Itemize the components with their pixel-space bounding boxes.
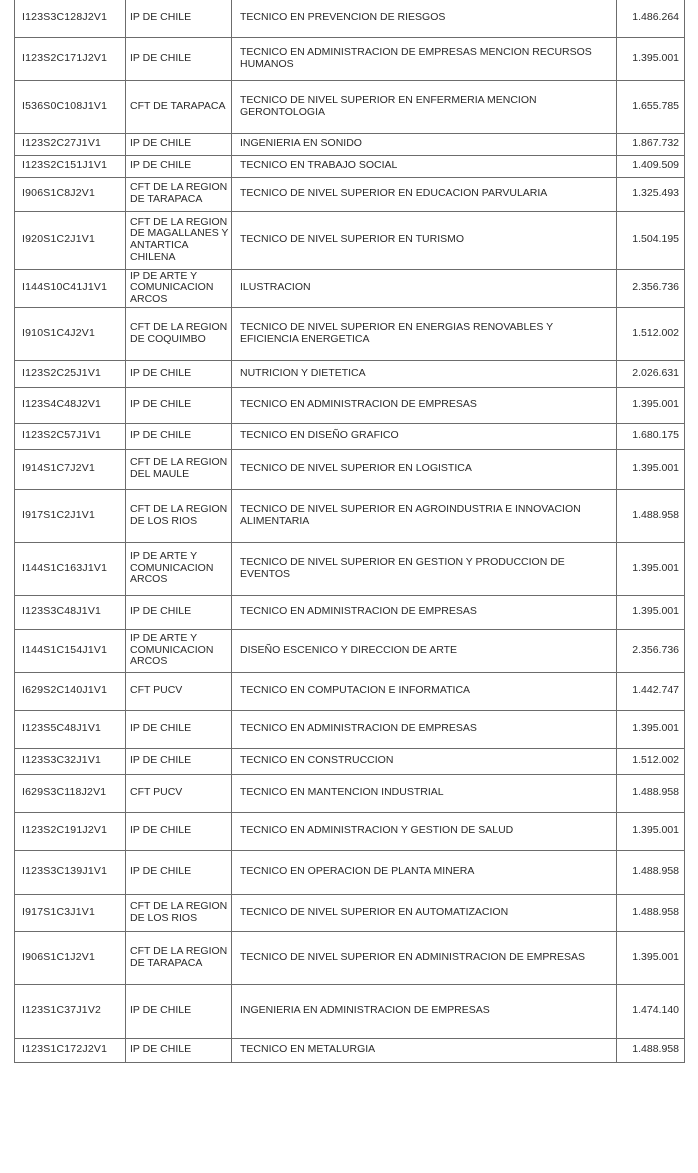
program-name-cell: TECNICO DE NIVEL SUPERIOR EN LOGISTICA <box>232 449 617 489</box>
program-name-cell: TECNICO DE NIVEL SUPERIOR EN AGROINDUSTRIA E INNOVACION ALIMENTARIA <box>232 489 617 542</box>
institution-cell: CFT DE LA REGION DE TARAPACA <box>126 931 232 984</box>
program-name-cell: TECNICO EN ADMINISTRACION DE EMPRESAS MENCION RECURSOS HUMANOS <box>232 37 617 80</box>
institution-cell: IP DE ARTE Y COMUNICACION ARCOS <box>126 542 232 595</box>
institution-cell: IP DE CHILE <box>126 595 232 629</box>
table-row <box>15 672 685 710</box>
table-row <box>15 0 685 37</box>
program-code-cell: I906S1C1J2V1 <box>15 931 126 984</box>
program-code-cell: I123S2C191J2V1 <box>15 812 126 850</box>
table-row <box>15 133 685 155</box>
table-row <box>15 748 685 774</box>
program-code-cell: I910S1C4J2V1 <box>15 307 126 360</box>
program-name-cell: TECNICO EN DISEÑO GRAFICO <box>232 423 617 449</box>
institution-cell: IP DE ARTE Y COMUNICACION ARCOS <box>126 269 232 307</box>
table-row <box>15 812 685 850</box>
program-code-cell: I123S5C48J1V1 <box>15 710 126 748</box>
program-name-cell: TECNICO EN MANTENCION INDUSTRIAL <box>232 774 617 812</box>
institution-cell: IP DE CHILE <box>126 812 232 850</box>
program-name-cell: TECNICO DE NIVEL SUPERIOR EN ADMINISTRACION DE EMPRESAS <box>232 931 617 984</box>
program-code-cell: I123S3C32J1V1 <box>15 748 126 774</box>
amount-cell: 1.395.001 <box>617 542 685 595</box>
institution-cell: IP DE CHILE <box>126 423 232 449</box>
amount-cell: 1.395.001 <box>617 710 685 748</box>
table-row <box>15 37 685 80</box>
institution-cell: IP DE CHILE <box>126 133 232 155</box>
program-name-cell: ILUSTRACION <box>232 269 617 307</box>
program-code-cell: I917S1C2J1V1 <box>15 489 126 542</box>
program-code-cell: I123S3C139J1V1 <box>15 850 126 894</box>
program-code-cell: I144S1C154J1V1 <box>15 629 126 672</box>
program-name-cell: TECNICO EN METALURGIA <box>232 1038 617 1062</box>
amount-cell: 1.395.001 <box>617 595 685 629</box>
institution-cell: IP DE ARTE Y COMUNICACION ARCOS <box>126 629 232 672</box>
table-row <box>15 850 685 894</box>
program-code-cell: I123S3C48J1V1 <box>15 595 126 629</box>
program-name-cell: TECNICO EN ADMINISTRACION DE EMPRESAS <box>232 595 617 629</box>
amount-cell: 1.395.001 <box>617 931 685 984</box>
amount-cell: 1.442.747 <box>617 672 685 710</box>
institution-cell: CFT PUCV <box>126 672 232 710</box>
program-name-cell: INGENIERIA EN SONIDO <box>232 133 617 155</box>
program-code-cell: I123S1C172J2V1 <box>15 1038 126 1062</box>
table-row <box>15 423 685 449</box>
institution-cell: CFT DE LA REGION DE MAGALLANES Y ANTARTICA CHILENA <box>126 211 232 269</box>
table-row <box>15 449 685 489</box>
amount-cell: 1.512.002 <box>617 307 685 360</box>
amount-cell: 1.486.264 <box>617 0 685 37</box>
program-name-cell: TECNICO EN COMPUTACION E INFORMATICA <box>232 672 617 710</box>
table-row <box>15 595 685 629</box>
amount-cell: 1.504.195 <box>617 211 685 269</box>
institution-cell: IP DE CHILE <box>126 984 232 1038</box>
program-name-cell: TECNICO DE NIVEL SUPERIOR EN TURISMO <box>232 211 617 269</box>
table-row <box>15 307 685 360</box>
program-code-cell: I123S2C27J1V1 <box>15 133 126 155</box>
program-name-cell: TECNICO DE NIVEL SUPERIOR EN ENERGIAS RENOVABLES Y EFICIENCIA ENERGETICA <box>232 307 617 360</box>
program-code-cell: I144S1C163J1V1 <box>15 542 126 595</box>
institution-cell: IP DE CHILE <box>126 1038 232 1062</box>
program-code-cell: I123S2C171J2V1 <box>15 37 126 80</box>
program-code-cell: I123S3C128J2V1 <box>15 0 126 37</box>
table-row <box>15 931 685 984</box>
table-row <box>15 211 685 269</box>
program-table-body <box>15 0 685 1062</box>
institution-cell: CFT DE LA REGION DE LOS RIOS <box>126 894 232 931</box>
amount-cell: 1.680.175 <box>617 423 685 449</box>
program-name-cell: TECNICO EN ADMINISTRACION DE EMPRESAS <box>232 710 617 748</box>
program-code-cell: I920S1C2J1V1 <box>15 211 126 269</box>
amount-cell: 1.512.002 <box>617 748 685 774</box>
program-name-cell: DISEÑO ESCENICO Y DIRECCION DE ARTE <box>232 629 617 672</box>
program-code-cell: I914S1C7J2V1 <box>15 449 126 489</box>
amount-cell: 1.395.001 <box>617 37 685 80</box>
amount-cell: 1.395.001 <box>617 387 685 423</box>
program-code-cell: I123S2C57J1V1 <box>15 423 126 449</box>
institution-cell: IP DE CHILE <box>126 748 232 774</box>
amount-cell: 1.488.958 <box>617 850 685 894</box>
amount-cell: 1.488.958 <box>617 1038 685 1062</box>
amount-cell: 1.488.958 <box>617 774 685 812</box>
amount-cell: 1.867.732 <box>617 133 685 155</box>
program-name-cell: TECNICO EN OPERACION DE PLANTA MINERA <box>232 850 617 894</box>
table-row <box>15 894 685 931</box>
institution-cell: CFT DE LA REGION DE LOS RIOS <box>126 489 232 542</box>
institution-cell: IP DE CHILE <box>126 155 232 177</box>
table-row <box>15 710 685 748</box>
amount-cell: 2.356.736 <box>617 629 685 672</box>
program-name-cell: TECNICO DE NIVEL SUPERIOR EN EDUCACION PARVULARIA <box>232 177 617 211</box>
program-name-cell: TECNICO EN ADMINISTRACION DE EMPRESAS <box>232 387 617 423</box>
institution-cell: CFT PUCV <box>126 774 232 812</box>
program-code-cell: I917S1C3J1V1 <box>15 894 126 931</box>
program-code-cell: I123S2C25J1V1 <box>15 360 126 387</box>
amount-cell: 1.395.001 <box>617 449 685 489</box>
amount-cell: 2.026.631 <box>617 360 685 387</box>
program-name-cell: TECNICO EN ADMINISTRACION Y GESTION DE SALUD <box>232 812 617 850</box>
program-code-cell: I629S3C118J2V1 <box>15 774 126 812</box>
institution-cell: IP DE CHILE <box>126 37 232 80</box>
program-code-cell: I123S1C37J1V2 <box>15 984 126 1038</box>
table-row <box>15 360 685 387</box>
program-code-cell: I123S4C48J2V1 <box>15 387 126 423</box>
amount-cell: 1.409.509 <box>617 155 685 177</box>
program-code-cell: I123S2C151J1V1 <box>15 155 126 177</box>
program-code-cell: I536S0C108J1V1 <box>15 80 126 133</box>
table-row <box>15 629 685 672</box>
institution-cell: IP DE CHILE <box>126 850 232 894</box>
program-code-cell: I144S10C41J1V1 <box>15 269 126 307</box>
program-name-cell: TECNICO DE NIVEL SUPERIOR EN GESTION Y PRODUCCION DE EVENTOS <box>232 542 617 595</box>
program-name-cell: NUTRICION Y DIETETICA <box>232 360 617 387</box>
institution-cell: IP DE CHILE <box>126 710 232 748</box>
amount-cell: 1.488.958 <box>617 489 685 542</box>
program-name-cell: TECNICO EN TRABAJO SOCIAL <box>232 155 617 177</box>
amount-cell: 1.395.001 <box>617 812 685 850</box>
amount-cell: 1.488.958 <box>617 894 685 931</box>
institution-cell: CFT DE TARAPACA <box>126 80 232 133</box>
table-row <box>15 489 685 542</box>
program-name-cell: TECNICO DE NIVEL SUPERIOR EN AUTOMATIZACION <box>232 894 617 931</box>
program-table <box>14 0 685 1063</box>
program-name-cell: INGENIERIA EN ADMINISTRACION DE EMPRESAS <box>232 984 617 1038</box>
institution-cell: CFT DE LA REGION DEL MAULE <box>126 449 232 489</box>
program-name-cell: TECNICO EN CONSTRUCCION <box>232 748 617 774</box>
program-code-cell: I906S1C8J2V1 <box>15 177 126 211</box>
table-row <box>15 774 685 812</box>
table-row <box>15 1038 685 1062</box>
institution-cell: IP DE CHILE <box>126 360 232 387</box>
institution-cell: CFT DE LA REGION DE TARAPACA <box>126 177 232 211</box>
program-name-cell: TECNICO EN PREVENCION DE RIESGOS <box>232 0 617 37</box>
amount-cell: 1.325.493 <box>617 177 685 211</box>
amount-cell: 1.474.140 <box>617 984 685 1038</box>
amount-cell: 2.356.736 <box>617 269 685 307</box>
table-row <box>15 177 685 211</box>
table-row <box>15 80 685 133</box>
institution-cell: IP DE CHILE <box>126 0 232 37</box>
table-row <box>15 155 685 177</box>
institution-cell: IP DE CHILE <box>126 387 232 423</box>
institution-cell: CFT DE LA REGION DE COQUIMBO <box>126 307 232 360</box>
amount-cell: 1.655.785 <box>617 80 685 133</box>
table-row <box>15 269 685 307</box>
table-row <box>15 387 685 423</box>
table-row <box>15 542 685 595</box>
program-code-cell: I629S2C140J1V1 <box>15 672 126 710</box>
table-row <box>15 984 685 1038</box>
program-name-cell: TECNICO DE NIVEL SUPERIOR EN ENFERMERIA MENCION GERONTOLOGIA <box>232 80 617 133</box>
